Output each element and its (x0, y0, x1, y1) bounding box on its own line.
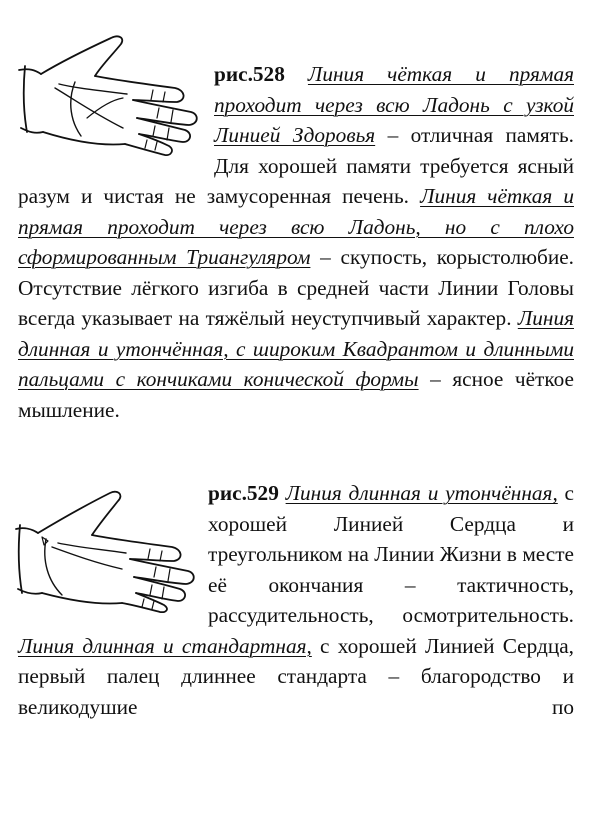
figure-label: рис.528 (214, 62, 285, 86)
interpretation-text: – отличная память. Для хорошей памяти требуется ясный разум и чистая не замусоренная печень. (18, 123, 574, 208)
highlighted-condition: Линия длинная и утончённая, (285, 481, 558, 505)
highlighted-condition: Линия чёткая и прямая проходит через всю Ладонь с узкой Линией Здоровья (214, 62, 574, 147)
interpretation-text: с хорошей Линией Сердца, первый палец длиннее стандарта – благородство и великодушие по (18, 633, 575, 719)
interpretation-text: – скупость, корыстолюбие. Отсутствие лёгкого изгиба в средней части Линии Головы всегда указывает на тяжёлый неуступчивый характер. (18, 245, 574, 330)
highlighted-condition: Линия чёткая и прямая проходит через всю Ладонь, но с плохо сформированным Триангуляром (18, 184, 574, 269)
interpretation-text: с хорошей Линией Сердца и треугольником на Линии Жизни в месте её окончания – тактичность, рассудительность, осмотрительность. (208, 481, 574, 627)
highlighted-condition: Линия длинная и утончённая, с широким Квадрантом и длинными пальцами с кончиками конической формы (18, 306, 574, 391)
interpretation-text: – ясное чёткое мышление. (18, 367, 574, 422)
highlighted-condition: Линия длинная и стандартная, (18, 633, 312, 658)
figure-528-paragraph (18, 59, 574, 425)
figure-label: рис.529 (208, 481, 279, 505)
figure-529-paragraph (18, 478, 574, 722)
